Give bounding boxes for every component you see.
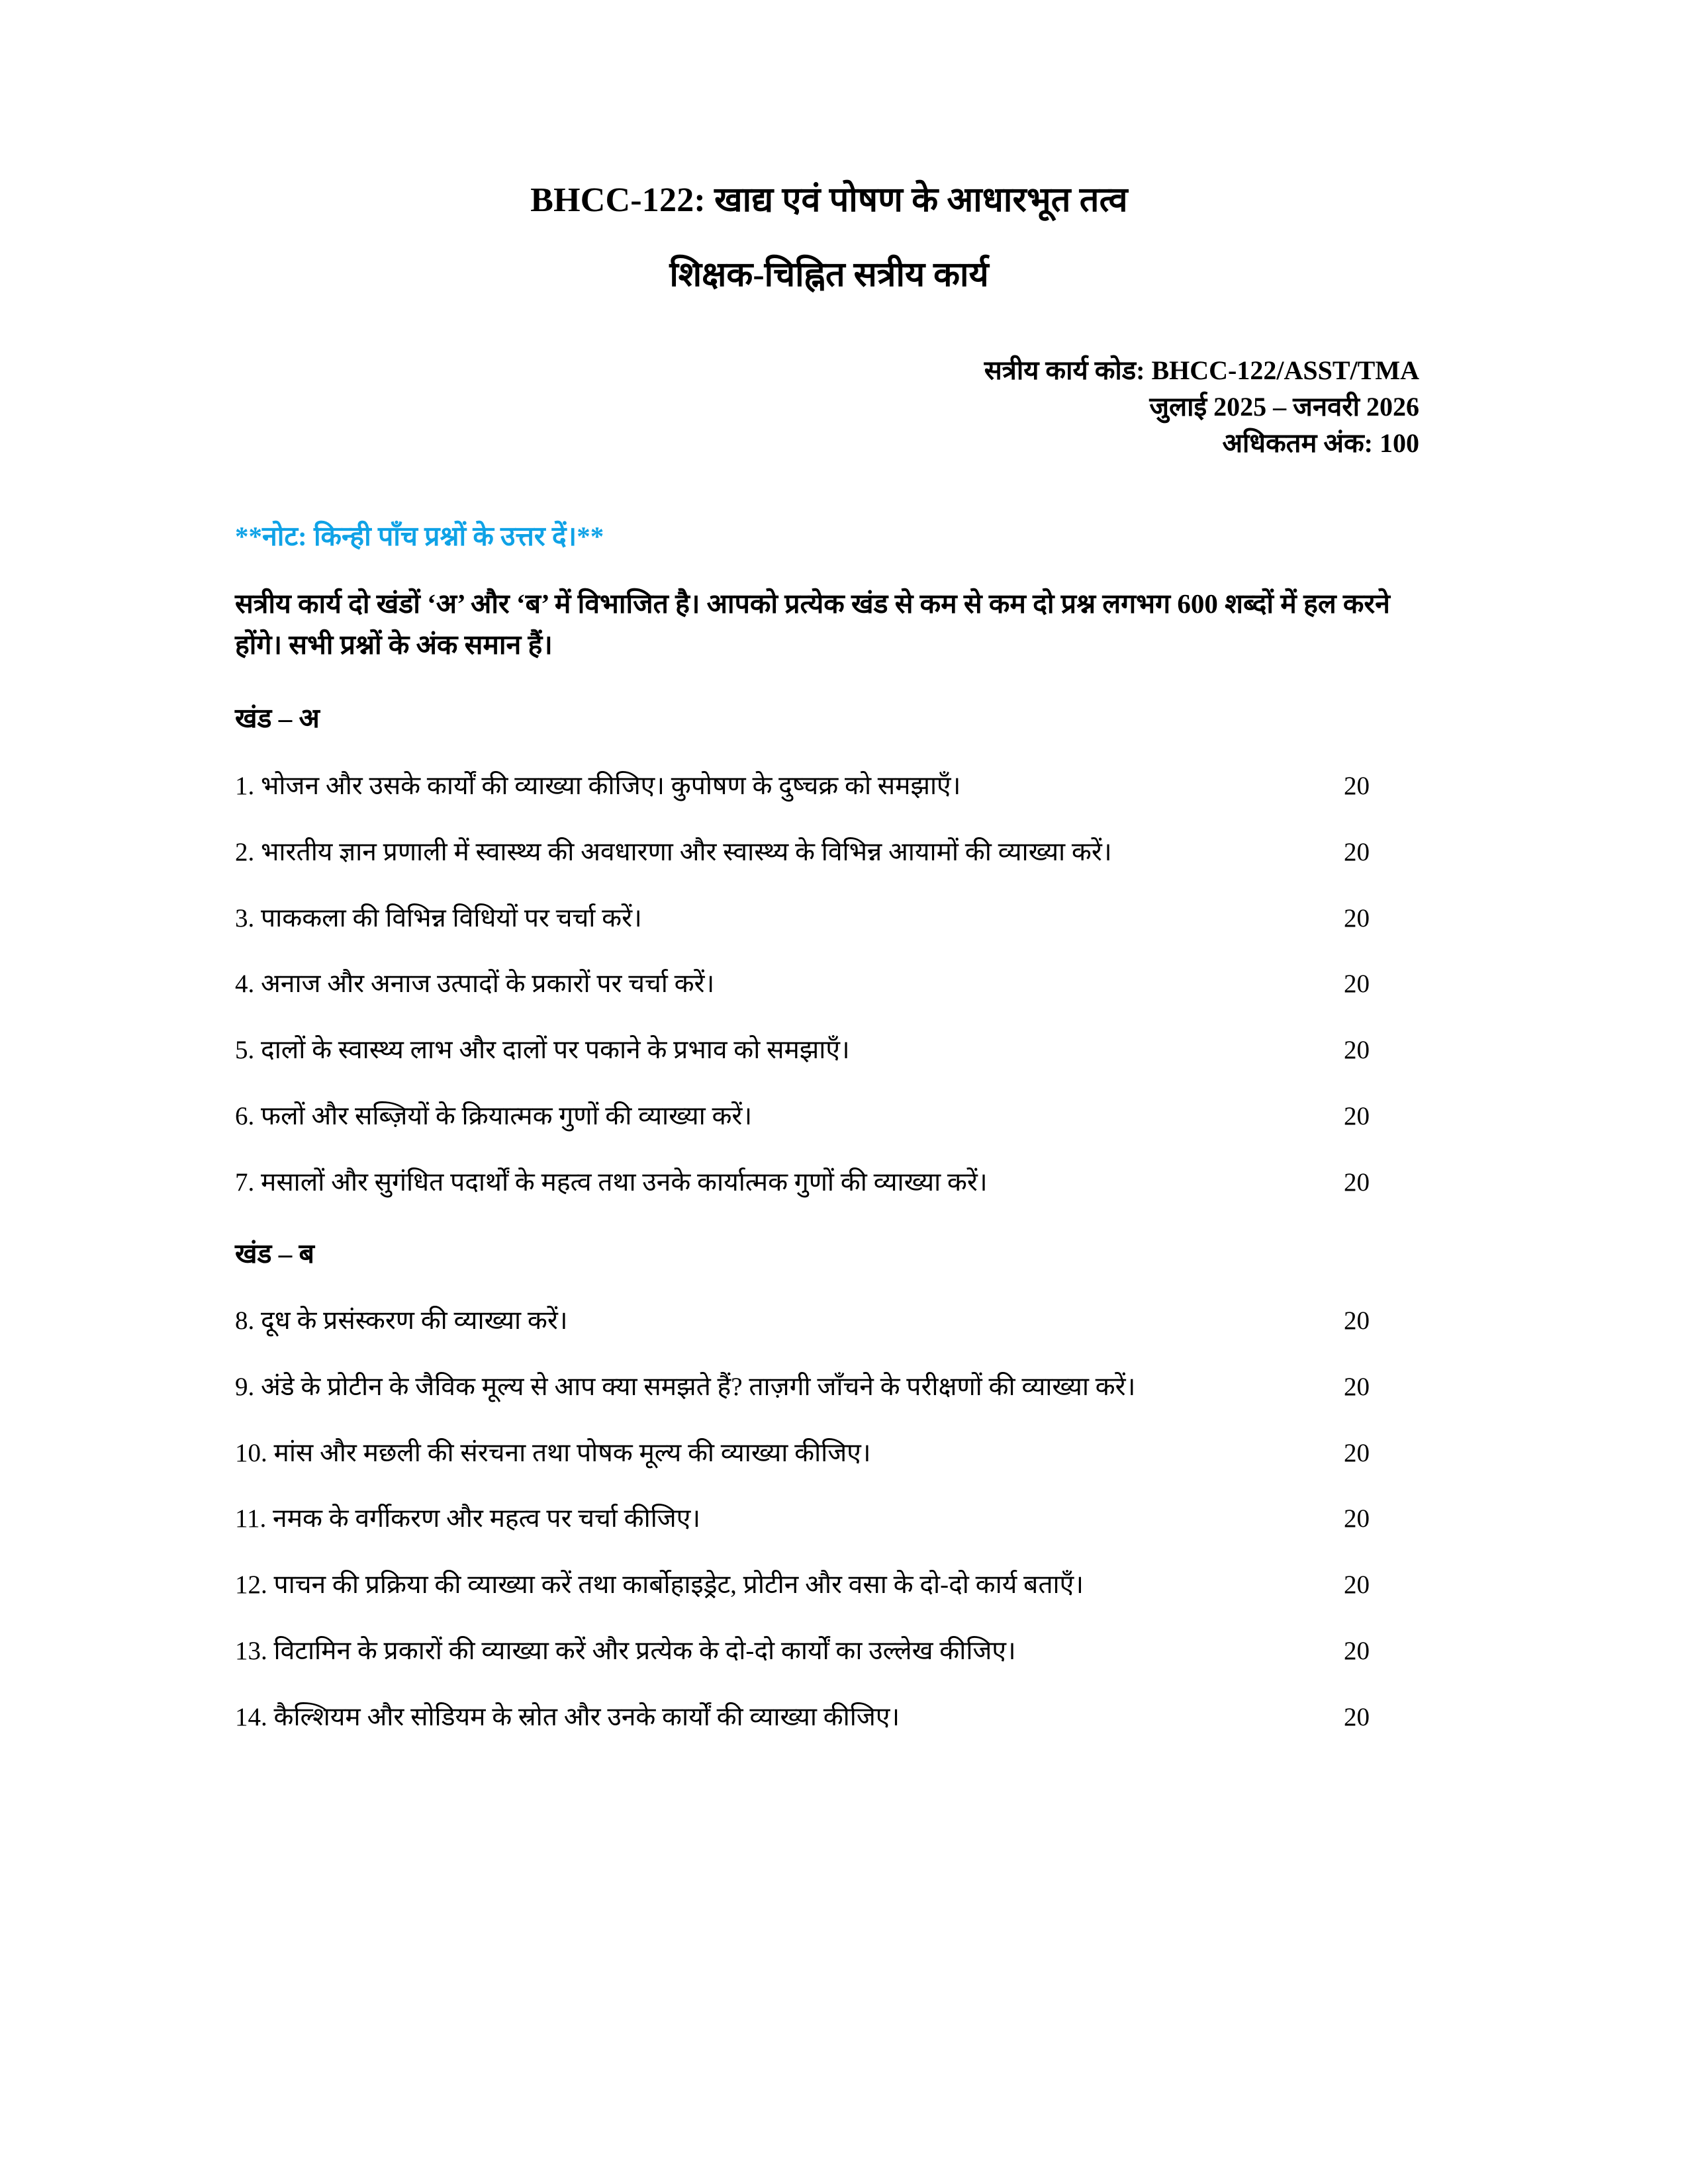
question-text: 6. फलों और सब्ज़ियों के क्रियात्मक गुणों की व्याख्या करें। [235, 1101, 753, 1130]
assignment-session: जुलाई 2025 – जनवरी 2026 [1149, 392, 1419, 422]
question-text: 13. विटामिन के प्रकारों की व्याख्या करें और प्रत्येक के दो-दो कार्यों का उल्लेख कीजिए। [235, 1637, 1016, 1666]
page-title: BHCC-122: खाद्य एवं पोषण के आधारभूत तत्व [530, 181, 1128, 219]
question-text: 10. मांस और मछली की संरचना तथा पोषक मूल्य की व्याख्या कीजिए। [235, 1438, 871, 1467]
question-marks: 20 [1344, 1372, 1370, 1401]
question-text: 11. नमक के वर्गीकरण और महत्व पर चर्चा कीजिए। [235, 1504, 701, 1533]
question-marks: 20 [1344, 1101, 1370, 1130]
question-marks: 20 [1344, 903, 1370, 933]
question-marks: 20 [1344, 1504, 1370, 1533]
question-row [235, 1633, 1423, 1669]
question-marks: 20 [1344, 1167, 1370, 1197]
question-text: 3. पाककला की विभिन्न विधियों पर चर्चा करें। [235, 903, 642, 933]
assignment-code: सत्रीय कार्य कोड: BHCC-122/ASST/TMA [984, 355, 1419, 385]
instructions-paragraph: सत्रीय कार्य दो खंडों ‘अ’ और ‘ब’ में विभाजित है। आपको प्रत्येक खंड से कम से कम दो प्रश्न लगभग 600 शब्दों में हल करने होंगे। सभी प्रश्नों के अंक समान हैं। [235, 588, 1390, 660]
question-text: 4. अनाज और अनाज उत्पादों के प्रकारों पर चर्चा करें। [235, 970, 715, 999]
question-marks: 20 [1344, 1702, 1370, 1731]
question-marks: 20 [1344, 1036, 1370, 1065]
instructions-note: **नोट: किन्ही पाँच प्रश्नों के उत्तर दें।** [235, 520, 604, 551]
section-heading-b: खंड – ब [235, 1238, 314, 1269]
question-row [235, 1369, 1423, 1405]
question-text: 5. दालों के स्वास्थ्य लाभ और दालों पर पकाने के प्रभाव को समझाएँ। [235, 1036, 850, 1065]
question-row [235, 1099, 1423, 1134]
section-heading-a: खंड – अ [235, 703, 320, 734]
question-row [235, 1700, 1423, 1735]
question-marks: 20 [1344, 970, 1370, 999]
question-text: 2. भारतीय ज्ञान प्रणाली में स्वास्थ्य की अवधारणा और स्वास्थ्य के विभिन्न आयामों की व्याख्या करें। [235, 837, 1112, 866]
question-row [235, 1567, 1423, 1603]
question-text: 12. पाचन की प्रक्रिया की व्याख्या करें तथा कार्बोहाइड्रेट, प्रोटीन और वसा के दो-दो कार्य बताएँ। [235, 1570, 1084, 1600]
question-row [235, 1165, 1423, 1201]
assignment-max-marks: अधिकतम अंक: 100 [1222, 428, 1419, 459]
question-row [235, 1435, 1423, 1471]
question-row [235, 1303, 1423, 1339]
question-text: 14. कैल्शियम और सोडियम के स्रोत और उनके कार्यों की व्याख्या कीजिए। [235, 1702, 900, 1731]
question-marks: 20 [1344, 837, 1370, 866]
question-row [235, 1501, 1423, 1537]
question-marks: 20 [1344, 771, 1370, 800]
question-marks: 20 [1344, 1306, 1370, 1335]
question-text: 8. दूध के प्रसंस्करण की व्याख्या करें। [235, 1306, 568, 1335]
question-row [235, 966, 1423, 1002]
question-row [235, 901, 1423, 936]
question-row [235, 768, 1423, 804]
question-text: 1. भोजन और उसके कार्यों की व्याख्या कीजिए। कुपोषण के दुष्चक्र को समझाएँ। [235, 771, 961, 800]
question-text: 7. मसालों और सुगंधित पदार्थों के महत्व तथा उनके कार्यात्मक गुणों की व्याख्या करें। [235, 1167, 988, 1197]
question-marks: 20 [1344, 1637, 1370, 1666]
question-text: 9. अंडे के प्रोटीन के जैविक मूल्य से आप क्या समझते हैं? ताज़गी जाँचने के परीक्षणों की व्याख्या करें। [235, 1372, 1136, 1401]
question-list-section-b [235, 1303, 1423, 1735]
title-block [235, 179, 1423, 296]
question-row [235, 1032, 1423, 1068]
question-marks: 20 [1344, 1438, 1370, 1467]
question-list-section-a [235, 768, 1423, 1201]
question-marks: 20 [1344, 1570, 1370, 1600]
question-row [235, 835, 1423, 870]
assignment-meta [235, 352, 1423, 462]
page-subtitle: शिक्षक-चिह्नित सत्रीय कार्य [669, 256, 989, 294]
